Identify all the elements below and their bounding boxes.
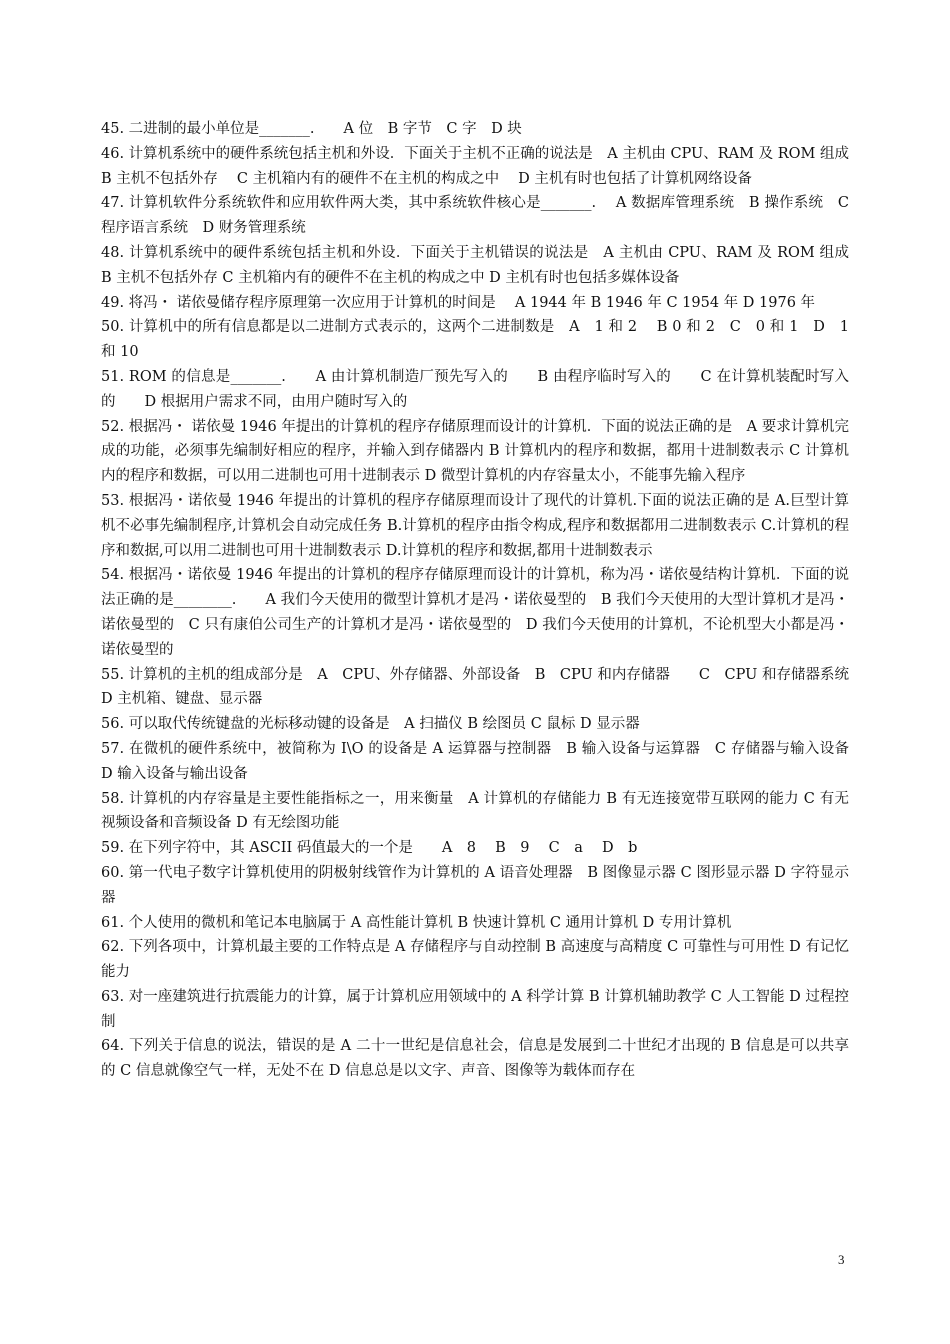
question-55: 55. 计算机的主机的组成部分是 A CPU、外存储器、外部设备 B CPU 和内存储器 C CPU 和存储器系统 D 主机箱、键盘、显示器: [101, 666, 864, 708]
question-48: 48. 计算机系统中的硬件系统包括主机和外设．下面关于主机错误的说法是 A 主机由 CPU、RAM 及 ROM 组成 B 主机不包括外存 C 主机箱内有的硬件不在主机的构成之中 D 主机有时也包括多媒体设备: [101, 244, 849, 286]
question-list: [101, 117, 869, 1084]
question-45: 45. 二进制的最小单位是_______. A 位 B 字节 C 字 D 块: [101, 121, 522, 137]
question-62: 62. 下列各项中，计算机最主要的工作特点是 A 存储程序与自动控制 B 高速度与高精度 C 可靠性与可用性 D 有记忆能力: [101, 939, 849, 981]
question-51: 51. ROM 的信息是_______. A 由计算机制造厂预先写入的 B 由程序临时写入的 C 在计算机装配时写入的 D 根据用户需求不同，由用户随时写入的: [101, 368, 849, 410]
question-46: 46. 计算机系统中的硬件系统包括主机和外设．下面关于主机不正确的说法是 A 主机由 CPU、RAM 及 ROM 组成 B 主机不包括外存 C 主机箱内有的硬件不在主机的构成之中 D 主机有时也包括了计算机网络设备: [101, 145, 869, 187]
question-49: 49. 将冯・ 诺依曼储存程序原理第一次应用于计算机的时间是 A 1944 年 B 1946 年 C 1954 年 D 1976 年: [101, 294, 816, 311]
question-61: 61. 个人使用的微机和笔记本电脑属于 A 高性能计算机 B 快速计算机 C 通用计算机 D 专用计算机: [101, 914, 732, 931]
question-47: 47. 计算机软件分系统软件和应用软件两大类，其中系统软件核心是_______. A 数据库管理系统 B 操作系统 C 程序语言系统 D 财务管理系统: [101, 195, 849, 237]
question-50: 50. 计算机中的所有信息都是以二进制方式表示的，这两个二进制数是 A 1 和 2 B 0 和 2 C 0 和 1 D 1 和 10: [101, 319, 849, 361]
question-57: 57. 在微机的硬件系统中，被简称为 I\O 的设备是 A 运算器与控制器 B 输入设备与运算器 C 存储器与输入设备 D 输入设备与输出设备: [101, 740, 864, 782]
question-58: 58. 计算机的内存容量是主要性能指标之一，用来衡量 A 计算机的存储能力 B 有无连接宽带互联网的能力 C 有无视频设备和音频设备 D 有无绘图功能: [101, 790, 849, 832]
question-60: 60. 第一代电子数字计算机使用的阴极射线管作为计算机的 A 语音处理器 B 图像显示器 C 图形显示器 D 字符显示器: [101, 864, 849, 906]
question-56: 56. 可以取代传统键盘的光标移动键的设备是 A 扫描仪 B 绘图员 C 鼠标 D 显示器: [101, 716, 640, 733]
question-59: 59. 在下列字符中，其 ASCII 码值最大的一个是 A 8 B 9 C a D b: [101, 840, 638, 857]
question-52: 52. 根据冯・ 诺依曼 1946 年提出的计算机的程序存储原理而设计的计算机．下面的说法正确的是 A 要求计算机完成的功能，必须事先编制好相应的程序，并输入到存储器内 B 计算机内的程序和数据，都用十进制数表示 C 计算机内的程序和数据，可以用二进制也可用十进制表示 D 微型计算机的内存容量太小，不能事先输入程序: [101, 418, 849, 485]
question-53: 53. 根据冯・诺依曼 1946 年提出的计算机的程序存储原理而设计了现代的计算机.下面的说法正确的是 A.巨型计算机不必事先编制程序,计算机会自动完成任务 B.计算机的程序由指令构成,程序和数据都用二进制数表示 C.计算机的程序和数据,可以用二进制也可用十进制数表示 D.计算机的程序和数据,都用十进制数表示: [101, 492, 849, 559]
page-number: 3: [838, 1252, 845, 1267]
question-54: 54. 根据冯・诺依曼 1946 年提出的计算机的程序存储原理而设计的计算机，称为冯・诺依曼结构计算机．下面的说法正确的是________. A 我们今天使用的微型计算机才是冯・诺依曼型的 B 我们今天使用的大型计算机才是冯・诺依曼型的 C 只有康伯公司生产的计算机才是冯・诺依曼型的 D 我们今天使用的计算机，不论机型大小都是冯・诺依曼型的: [101, 567, 849, 658]
question-63: 63. 对一座建筑进行抗震能力的计算，属于计算机应用领域中的 A 科学计算 B 计算机辅助教学 C 人工智能 D 过程控制: [101, 988, 849, 1030]
question-64: 64. 下列关于信息的说法，错误的是 A 二十一世纪是信息社会，信息是发展到二十世纪才出现的 B 信息是可以共享的 C 信息就像空气一样，无处不在 D 信息总是以文字、声音、图像等为载体而存在: [101, 1038, 849, 1080]
